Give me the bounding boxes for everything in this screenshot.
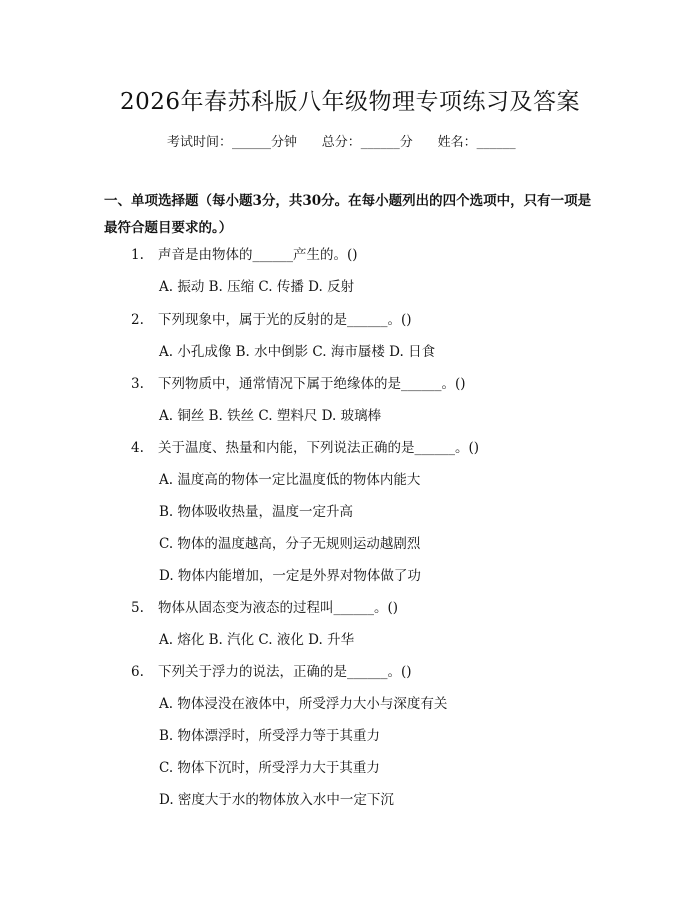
question-text: 下列物质中，通常情况下属于绝缘体的是______。(): [158, 376, 466, 392]
question-2: [131, 308, 412, 328]
question-5-options: A. 熔化 B. 汽化 C. 液化 D. 升华: [159, 632, 355, 648]
question-2-options: A. 小孔成像 B. 水中倒影 C. 海市蜃楼 D. 日食: [159, 344, 436, 360]
question-number: 2.: [131, 312, 144, 328]
question-text: 声音是由物体的______产生的。(): [158, 247, 358, 263]
question-1: [131, 243, 358, 263]
question-4-option-c: C. 物体的温度越高，分子无规则运动越剧烈: [159, 536, 421, 552]
question-6-option-d: D. 密度大于水的物体放入水中一定下沉: [159, 792, 394, 808]
question-4-option-d: D. 物体内能增加，一定是外界对物体做了功: [159, 568, 421, 584]
question-6-option-c: C. 物体下沉时，所受浮力大于其重力: [159, 760, 380, 776]
question-4-option-b: B. 物体吸收热量，温度一定升高: [159, 504, 354, 520]
question-3: [131, 372, 466, 392]
question-6-option-a: A. 物体浸没在液体中，所受浮力大小与深度有关: [159, 696, 448, 712]
question-1-options: A. 振动 B. 压缩 C. 传播 D. 反射: [159, 279, 355, 295]
question-number: 3.: [131, 376, 144, 392]
question-3-options: A. 铜丝 B. 铁丝 C. 塑料尺 D. 玻璃棒: [159, 408, 382, 424]
question-text: 物体从固态变为液态的过程叫______。(): [158, 600, 399, 616]
question-4-option-a: A. 温度高的物体一定比温度低的物体内能大: [159, 472, 421, 488]
document-title: 2026年春苏科版八年级物理专项练习及答案: [119, 89, 581, 115]
question-text: 下列现象中，属于光的反射的是______。(): [158, 312, 412, 328]
question-6: [131, 660, 412, 680]
section-heading: 一、单项选择题（每小题3分，共30分。在每小题列出的四个选项中，只有一项是最符合题目要求的。）: [104, 193, 592, 236]
question-number: 5.: [131, 600, 144, 616]
question-text: 关于温度、热量和内能，下列说法正确的是______。(): [158, 440, 480, 456]
question-number: 4.: [131, 440, 144, 456]
exam-meta-line: 考试时间：______分钟 总分：______分 姓名：______: [167, 135, 516, 150]
question-number: 6.: [131, 664, 144, 680]
question-6-option-b: B. 物体漂浮时，所受浮力等于其重力: [159, 728, 381, 744]
question-number: 1.: [131, 247, 144, 263]
question-5: [131, 596, 398, 616]
question-text: 下列关于浮力的说法，正确的是______。(): [158, 664, 412, 680]
question-4: [131, 436, 479, 456]
